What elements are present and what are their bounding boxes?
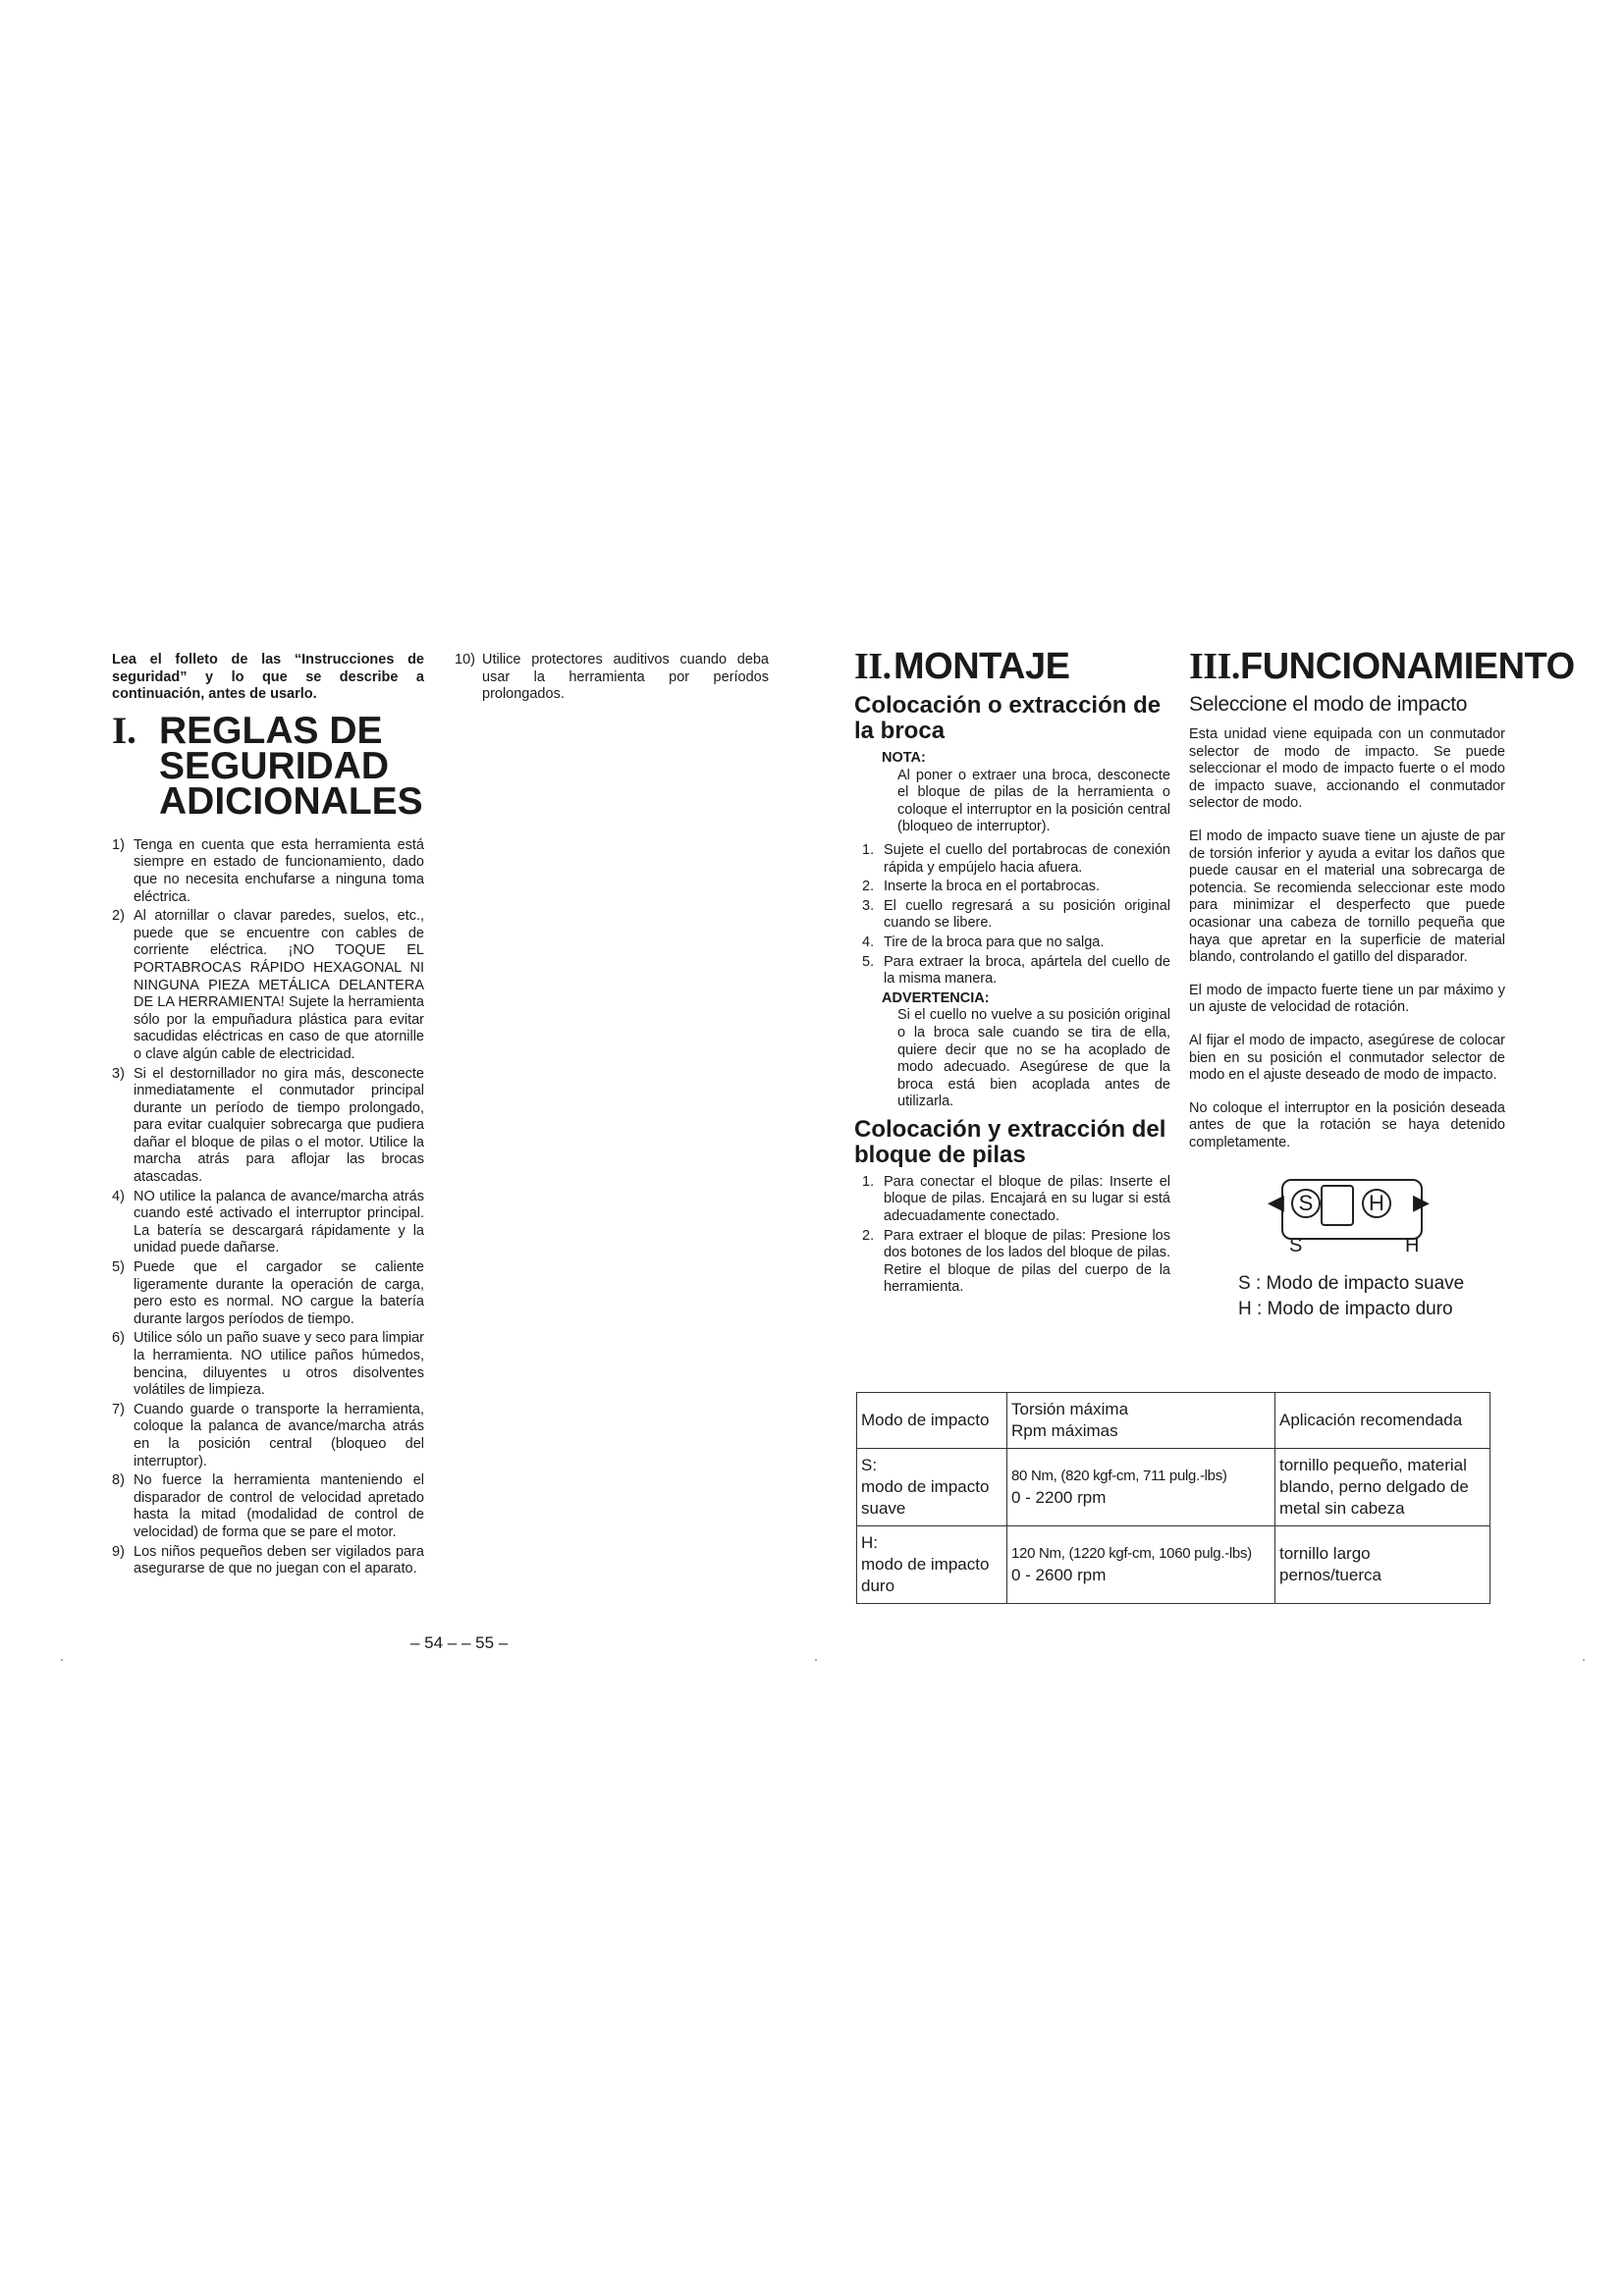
arrow-right-icon: ▶ — [1413, 1190, 1430, 1215]
note-label: NOTA: — [882, 750, 926, 766]
left-column-2 — [455, 652, 769, 706]
section-title: MONTAJE — [893, 646, 1070, 687]
funcionamiento-column — [1189, 646, 1575, 1322]
header-application: Aplicación recomendada — [1275, 1393, 1490, 1449]
item-number: 7) — [112, 1401, 125, 1417]
item-text: No fuerce la herramienta manteniendo el disparador de control de velocidad apretado hasta la mitad (modalidad de control de velocidad) de forma que se pare el motor. — [134, 1472, 424, 1540]
list-item — [862, 842, 1170, 877]
page-numbers: – 54 – – 55 – — [410, 1633, 509, 1652]
list-item — [862, 879, 1170, 896]
cell-application: tornillo pequeño, material blando, perno delgado de metal sin cabeza — [1275, 1449, 1490, 1526]
spec-torque: 120 Nm, (1220 kgf-cm, 1060 pulg.-lbs) — [1011, 1545, 1252, 1562]
list-item — [112, 1066, 424, 1187]
safety-rules-list-cont — [455, 652, 769, 704]
warning-text: Si el cuello no vuelve a su posición original o la broca sale cuando se tira de ella, quiere decir que no se ha acoplado de modo adecuado. Asegúrese de que la broca está bien acoplada antes de utilizarla. — [897, 1007, 1170, 1110]
hard-mode-marker: H — [1362, 1189, 1391, 1218]
item-number: 2) — [112, 908, 125, 925]
subheading-impact-mode: Seleccione el modo de impacto — [1189, 693, 1468, 716]
list-item — [862, 1228, 1170, 1297]
item-number: 1. — [862, 1173, 875, 1190]
item-number: 4) — [112, 1188, 125, 1204]
note-block — [882, 750, 1170, 836]
item-text: Si el destornillador no gira más, desconecte inmediatamente el conmutador principal durante un período de tiempo prolongado, para evitar cualquier sobrecarga que pudiera dañar el bloque de pilas o el motor. Utilice la marcha atrás para aflojar las brocas atascadas. — [134, 1065, 424, 1186]
note-text: Al poner o extraer una broca, desconecte el bloque de pilas de la herramienta o coloque el interruptor en la posición central (bloqueo de interruptor). — [897, 767, 1170, 835]
cell-mode: S: modo de impacto suave — [857, 1449, 1007, 1526]
list-item — [112, 1189, 424, 1257]
paragraph: Esta unidad viene equipada con un conmutador selector de modo de impacto. Se puede seleccionar el modo de impacto fuerte o el modo de impacto suave, accionando el conmutador selector de modo. — [1189, 726, 1505, 812]
item-text: Utilice protectores auditivos cuando deba usar la herramienta por períodos prolongados. — [482, 652, 769, 703]
section-heading-montaje — [854, 648, 1170, 685]
arrow-left-icon: ◀ — [1268, 1190, 1284, 1215]
left-column — [112, 652, 424, 1580]
intro-text: Lea el folleto de las “Instrucciones de seguridad” y lo que se describe a continuación, antes de usarlo. — [112, 652, 424, 703]
section-title: REGLAS DE SEGURIDAD ADICIONALES — [159, 709, 423, 823]
list-item — [455, 652, 769, 704]
impact-mode-paragraphs — [1189, 726, 1505, 1151]
item-text: Para extraer la broca, apártela del cuello de la misma manera. — [884, 953, 1170, 988]
impact-mode-table — [856, 1392, 1490, 1604]
item-text: Para conectar el bloque de pilas: Inserte el bloque de pilas. Encajará en su lugar si está adecuadamente conectado. — [884, 1173, 1170, 1225]
hard-label: H — [1405, 1235, 1420, 1257]
item-number: 5) — [112, 1259, 125, 1276]
item-text: Inserte la broca en el portabrocas. — [884, 879, 1101, 895]
section-number: II. — [854, 646, 892, 687]
soft-mode-marker: S — [1291, 1189, 1321, 1218]
item-number: 9) — [112, 1543, 125, 1560]
list-item — [112, 908, 424, 1063]
item-text: El cuello regresará a su posición original cuando se libere. — [884, 897, 1170, 932]
list-item — [862, 954, 1170, 988]
table-header-row — [857, 1393, 1490, 1449]
list-item — [862, 1174, 1170, 1226]
item-number: 1) — [112, 836, 125, 853]
list-item — [112, 1402, 424, 1470]
item-text: Al atornillar o clavar paredes, suelos, etc., puede que se encuentre con cables de corriente eléctrica. ¡NO TOQUE EL PORTABROCAS RÁPIDO HEXAGONAL NI NINGUNA PIEZA METÁLICA DELANTERA DE LA HERRAMIENTA! Sujete la herramienta sólo por la empuñadura plástica para evitar sacudidas eléctricas en caso de que atornille o clave algún cable de electricidad. — [134, 908, 424, 1062]
cell-spec — [1007, 1526, 1275, 1604]
legend-soft: S : Modo de impacto suave — [1238, 1273, 1465, 1295]
item-number: 3) — [112, 1065, 125, 1082]
broca-steps-list — [862, 842, 1170, 988]
section-number: I. — [112, 709, 136, 752]
item-text: Para extraer el bloque de pilas: Presione los dos botones de los lados del bloque de pilas. Retire el bloque de pilas del cuerpo de la herramienta. — [884, 1227, 1170, 1296]
paragraph: Al fijar el modo de impacto, asegúrese de colocar bien en su posición el conmutador selector de modo en el ajuste deseado de modo de impacto. — [1189, 1032, 1505, 1084]
mode-legend — [1238, 1271, 1505, 1322]
cell-spec — [1007, 1449, 1275, 1526]
item-text: Tenga en cuenta que esta herramienta está siempre en estado de funcionamiento, dado que no necesita enchufarse a ninguna toma eléctrica. — [134, 836, 424, 905]
item-text: Puede que el cargador se caliente ligeramente durante la operación de carga, pero esto es normal. NO cargue la batería durante largos períodos de tiempo. — [134, 1259, 424, 1327]
item-number: 1. — [862, 841, 875, 858]
subheading-broca: Colocación o extracción de la broca — [854, 692, 1162, 744]
montaje-column — [854, 648, 1170, 1299]
item-text: Tire de la broca para que no salga. — [884, 934, 1105, 950]
item-text: Los niños pequeños deben ser vigilados para asegurarse de que no juegan con el aparato. — [134, 1543, 424, 1577]
soft-label: S — [1289, 1235, 1303, 1257]
header-mode: Modo de impacto — [857, 1393, 1007, 1449]
paragraph: El modo de impacto fuerte tiene un par máximo y un ajuste de velocidad de rotación. — [1189, 982, 1505, 1016]
list-item — [112, 1259, 424, 1328]
section-title: FUNCIONAMIENTO — [1240, 646, 1575, 687]
cell-application: tornillo largo pernos/tuerca — [1275, 1526, 1490, 1604]
list-item — [862, 934, 1170, 952]
item-text: Utilice sólo un paño suave y seco para limpiar la herramienta. NO utilice paños húmedos, bencina, diluyentes u otros disolventes volátiles de limpieza. — [134, 1330, 424, 1399]
header-torque: Torsión máxima Rpm máximas — [1007, 1393, 1275, 1449]
list-item — [112, 1472, 424, 1541]
item-number: 3. — [862, 897, 875, 914]
spec-torque: 80 Nm, (820 kgf-cm, 711 pulg.-lbs) — [1011, 1468, 1227, 1484]
warning-label: ADVERTENCIA: — [882, 989, 990, 1006]
item-text: NO utilice la palanca de avance/marcha atrás cuando esté activado el interruptor principal. La batería se descargará rápidamente y la unidad puede dañarse. — [134, 1188, 424, 1256]
item-number: 2. — [862, 879, 875, 895]
spec-rpm: 0 - 2600 rpm — [1011, 1566, 1107, 1584]
item-number: 8) — [112, 1472, 125, 1489]
item-number: 5. — [862, 953, 875, 970]
item-text: Cuando guarde o transporte la herramienta, coloque la palanca de avance/marcha atrás en la posición central (bloqueo del interruptor). — [134, 1401, 424, 1469]
list-item — [112, 1544, 424, 1578]
table-row — [857, 1526, 1490, 1604]
cell-mode: H: modo de impacto duro — [857, 1526, 1007, 1604]
item-number: 4. — [862, 934, 875, 950]
item-number: 6) — [112, 1330, 125, 1347]
section-heading-safety — [112, 709, 424, 823]
item-number: 10) — [455, 652, 475, 667]
list-item — [112, 1330, 424, 1399]
item-text: Sujete el cuello del portabrocas de conexión rápida y empújelo hacia afuera. — [884, 841, 1170, 876]
paragraph: El modo de impacto suave tiene un ajuste de par de torsión inferior y ayuda a evitar los daños que puede causar en el material una sobrecarga de potencia. Se recomienda seleccionar este modo para minimizar el desperfecto que puede ocasionar una cabeza de tornillo pequeña que haya que apretar en la superficie de material blando, controlando el gatillo del disparador. — [1189, 828, 1505, 966]
legend-hard: H : Modo de impacto duro — [1238, 1299, 1453, 1320]
warning-block — [882, 990, 1170, 1111]
spec-rpm: 0 - 2200 rpm — [1011, 1488, 1107, 1507]
paragraph: No coloque el interruptor en la posición deseada antes de que la rotación se haya detenido completamente. — [1189, 1099, 1505, 1150]
table-row — [857, 1449, 1490, 1526]
section-number: III. — [1189, 646, 1240, 687]
list-item — [112, 837, 424, 906]
section-heading-funcionamiento — [1189, 646, 1575, 687]
list-item — [862, 898, 1170, 933]
item-number: 2. — [862, 1227, 875, 1244]
switch-slider — [1321, 1185, 1354, 1226]
mode-switch-diagram — [1268, 1173, 1444, 1261]
subheading-pilas: Colocación y extracción del bloque de pilas — [854, 1115, 1166, 1168]
pilas-steps-list — [862, 1174, 1170, 1297]
safety-rules-list — [112, 837, 424, 1578]
